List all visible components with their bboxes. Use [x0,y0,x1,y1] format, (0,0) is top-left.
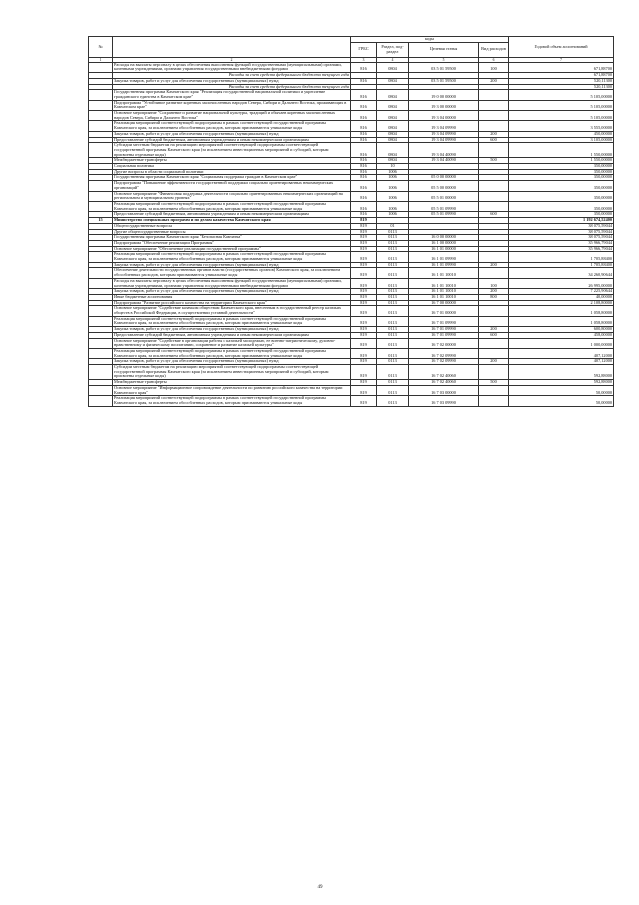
row-vr [479,306,509,316]
row-sum: 38 075,59044 [509,229,614,235]
row-razdel: 0113 [377,240,409,246]
table-row [89,278,614,288]
row-grbs: 819 [351,300,377,306]
table-row [89,121,614,131]
row-name: Закупка товаров, работ и услуг для обеспечения государственных (муниципальных) нужд [113,78,351,84]
row-cs: 16 7 01 09990 [409,332,479,338]
header-no: № [89,37,113,58]
row-sum: 50,00000 [509,396,614,406]
row-cs: 16 7 02 40060 [409,365,479,380]
row-razdel: 0804 [377,90,409,100]
row-sum: 407,12000 [509,359,614,365]
row-cs: 16 7 02 09990 [409,359,479,365]
row-vr: 200 [479,78,509,84]
row-sum: 1 705,88400 [509,252,614,262]
row-razdel: 0113 [377,385,409,395]
row-cs: 16 1 00 00000 [409,240,479,246]
row-name: Подпрограмма "Обеспечение реализации Программы" [113,240,351,246]
table-row [89,252,614,262]
row-grbs: 819 [351,294,377,300]
row-razdel: 0113 [377,365,409,380]
row-number [89,338,113,348]
row-name: Расходы за счет средств федерального бюджета текущего года [113,84,351,90]
row-razdel: 0804 [377,158,409,164]
row-vr [479,181,509,191]
row-sum: 3 105,00000 [509,137,614,143]
row-razdel: 0113 [377,316,409,326]
row-number [89,121,113,131]
row-grbs: 816 [351,175,377,181]
row-cs: 16 7 02 09990 [409,348,479,358]
row-razdel: 0113 [377,235,409,241]
row-vr [479,385,509,395]
row-vr [479,111,509,121]
row-razdel: 0113 [377,229,409,235]
row-grbs: 819 [351,327,377,333]
row-grbs: 819 [351,246,377,252]
row-vr [479,100,509,110]
row-sum: 350,00000 [509,191,614,201]
row-name: Межбюджетные трансферты [113,380,351,386]
row-cs: 16 7 02 40060 [409,380,479,386]
page-number: 49 [317,885,323,890]
row-grbs: 819 [351,218,377,224]
row-razdel: 0113 [377,338,409,348]
row-cs: 16 7 00 00000 [409,300,479,306]
row-vr: 100 [479,62,509,72]
row-cs: 16 7 02 00000 [409,338,479,348]
table-row [89,306,614,316]
row-grbs: 819 [351,306,377,316]
row-sum: 1 550,00000 [509,143,614,158]
row-cs: 05 5 01 09990 [409,212,479,218]
table-row [89,396,614,406]
row-name: Межбюджетные трансферты [113,158,351,164]
row-razdel: 1006 [377,191,409,201]
table-row [89,348,614,358]
row-number [89,143,113,158]
row-razdel: 0113 [377,278,409,288]
row-sum: 34 260,90644 [509,268,614,278]
row-sum: 35 966,79044 [509,246,614,252]
row-name: Реализация мероприятий соответствующей подпрограммы в рамках соответствующей государственной программы Камчатского края, за исключением обособленных расходов, которым присваиваются уникальные коды [113,252,351,262]
row-cs: 19 3 04 00000 [409,111,479,121]
row-cs: 19 0 00 00000 [409,90,479,100]
row-grbs: 816 [351,158,377,164]
row-razdel: 0113 [377,294,409,300]
row-vr: 200 [479,289,509,295]
row-cs: 16 1 01 10010 [409,268,479,278]
row-grbs: 819 [351,268,377,278]
row-razdel: 0113 [377,262,409,268]
row-sum: 592,88000 [509,380,614,386]
row-sum: 520,11300 [509,84,614,90]
row-vr: 500 [479,380,509,386]
row-razdel: 0113 [377,396,409,406]
row-name: Закупка товаров, работ и услуг для обеспечения государственных (муниципальных) нужд [113,327,351,333]
row-grbs: 816 [351,62,377,72]
row-name: Основное мероприятие "Содействие казачьим обществам Камчатского края, внесенным в государственный реестр казачьих обществ в Российской Федерации, в осуществлении уставной деятельности" [113,306,351,316]
row-number [89,252,113,262]
row-name: Расходы за счет средств федерального бюджета текущего года [113,73,351,79]
row-name: Реализация мероприятий соответствующей подпрограммы в рамках соответствующей государственной программы Камчатского края, за исключением обособленных расходов, которым присваиваются уникальные коды [113,396,351,406]
row-cs: 16 7 03 00000 [409,385,479,395]
row-name: Закупка товаров, работ и услуг для обеспечения государственных (муниципальных) нужд [113,131,351,137]
budget-table [88,36,614,407]
row-cs: 19 3 00 00000 [409,100,479,110]
row-razdel: 1006 [377,212,409,218]
row-sum: 5 105,00000 [509,100,614,110]
row-cs: 16 1 01 09990 [409,252,479,262]
header-col-6: 6 [479,57,509,62]
row-name: Государственная программа Камчатского края "Социальная поддержка граждан в Камчатском крае" [113,175,351,181]
table-row [89,181,614,191]
row-razdel: 0113 [377,332,409,338]
row-cs: 16 1 01 09990 [409,262,479,268]
row-sum: 350,00000 [509,175,614,181]
row-sum: 350,00000 [509,201,614,211]
table-row [89,201,614,211]
row-number [89,268,113,278]
row-number [89,191,113,201]
row-grbs: 819 [351,278,377,288]
table-row [89,111,614,121]
row-vr: 600 [479,212,509,218]
table-row [89,90,614,100]
row-grbs: 816 [351,100,377,110]
row-name: Основное мероприятие "Финансовая поддержка деятельности социально ориентированных некоммерческих организаций на региональном и муниципальном уровнях" [113,191,351,201]
row-cs: 19 3 04 40090 [409,143,479,158]
row-grbs: 819 [351,262,377,268]
row-number [89,316,113,326]
row-grbs: 819 [351,365,377,380]
row-sum: 1 058,80000 [509,306,614,316]
row-vr [479,396,509,406]
table-row [89,316,614,326]
row-name: Закупка товаров, работ и услуг для обеспечения государственных (муниципальных) нужд [113,359,351,365]
row-sum: 40,00000 [509,294,614,300]
row-name: Государственная программа Камчатского края "Реализация государственной национальной политики и укрепление гражданского единства в Камчатском крае" [113,90,351,100]
row-vr: 200 [479,327,509,333]
row-sum: 1 705,88400 [509,262,614,268]
row-name: Реализация мероприятий соответствующей подпрограммы в рамках соответствующей государственной программы Камчатского края, за исключением обособленных расходов, которым присваиваются уникальные коды [113,121,351,131]
row-cs: 16 1 01 10010 [409,289,479,295]
row-sum: 26 995,00000 [509,278,614,288]
table-row [89,62,614,72]
row-number [89,306,113,316]
row-sum: 671,88700 [509,62,614,72]
row-razdel: 0804 [377,111,409,121]
row-grbs: 819 [351,252,377,262]
row-number [89,365,113,380]
row-name: Закупка товаров, работ и услуг для обеспечения государственных (муниципальных) нужд [113,262,351,268]
row-grbs: 816 [351,201,377,211]
row-cs: 16 7 01 09990 [409,316,479,326]
row-razdel: 0804 [377,100,409,110]
row-name: Социальная политика [113,164,351,170]
table-row [89,365,614,380]
row-sum: 3 555,00000 [509,121,614,131]
row-name: Подпрограмма "Развитие российского казачества на территории Камчатского края" [113,300,351,306]
table-row [89,143,614,158]
row-cs: 16 1 01 10010 [409,278,479,288]
row-name: Другие общегосударственные вопросы [113,229,351,235]
row-number [89,100,113,110]
row-grbs: 816 [351,137,377,143]
row-grbs: 819 [351,338,377,348]
row-grbs: 816 [351,111,377,121]
row-cs: 19 3 04 09990 [409,121,479,131]
row-name: Основное мероприятие "Сохранение и развитие национальной культуры, традиций и обычаев коренных малочисленных народов Севера, Сибири и Дальнего Востока" [113,111,351,121]
row-sum: 592,88000 [509,365,614,380]
row-grbs: 816 [351,143,377,158]
row-razdel: 0804 [377,78,409,84]
row-razdel: 0804 [377,121,409,131]
row-vr [479,90,509,100]
row-vr: 200 [479,359,509,365]
row-name: Предоставление субсидий бюджетным, автономным учреждениям и иным некоммерческим организациям [113,137,351,143]
table-row [89,385,614,395]
header-codes: коды [351,37,509,43]
row-sum: 35 966,79044 [509,240,614,246]
row-number [89,62,113,72]
header-col-5: 5 [409,57,479,62]
row-vr [479,348,509,358]
row-cs: 16 7 03 09990 [409,396,479,406]
row-cs: 19 3 04 09990 [409,131,479,137]
header-sum: Годовой объем ассигнований [509,37,614,58]
row-grbs: 816 [351,191,377,201]
row-vr [479,268,509,278]
row-vr: 500 [479,158,509,164]
table-row [89,338,614,348]
row-sum: 1 550,00000 [509,158,614,164]
row-sum: 350,00000 [509,212,614,218]
header-name [113,37,351,58]
row-sum: 50,00000 [509,385,614,395]
row-grbs: 819 [351,385,377,395]
row-sum: 350,00000 [509,169,614,175]
row-cs: 05 5 00 00000 [409,181,479,191]
row-razdel: 0113 [377,359,409,365]
row-vr [479,143,509,158]
row-grbs: 816 [351,78,377,84]
row-vr [479,338,509,348]
row-razdel: 0804 [377,62,409,72]
row-grbs: 819 [351,240,377,246]
row-cs: 16 7 01 09990 [409,327,479,333]
table-row [89,268,614,278]
row-grbs: 816 [351,212,377,218]
row-vr [479,316,509,326]
row-grbs: 816 [351,90,377,100]
row-sum: 520,11300 [509,78,614,84]
row-vr [479,191,509,201]
row-razdel: 0804 [377,143,409,158]
row-name: Реализация мероприятий соответствующей подпрограммы в рамках соответствующей государственной программы Камчатского края, за исключением обособленных расходов, которым присваиваются уникальные коды [113,348,351,358]
header-cs: Целевая статья [409,42,479,57]
row-number [89,278,113,288]
row-number [89,90,113,100]
row-razdel: 01 [377,223,409,229]
row-name: Субсидии местным бюджетам на реализацию мероприятий соответствующей подпрограммы соответствующей государственной программы Камчатского края (за исключением инвестиционных мероприятий и субсидий, которым присвоены отдельные коды) [113,365,351,380]
row-razdel: 0113 [377,380,409,386]
row-grbs: 819 [351,332,377,338]
row-name: Основное мероприятие "Содействие в организации работы с казачьей молодежью, ее военно-патриотическому, духовно-нравственному и физическому воспитанию, сохранение и развитие казачьей культуры" [113,338,351,348]
row-name: Предоставление субсидий бюджетным, автономным учреждениям и иным некоммерческим организациям [113,332,351,338]
header-vr: Вид расходов [479,42,509,57]
row-vr [479,252,509,262]
row-number [89,385,113,395]
row-name: Основное мероприятие "Информационное сопровождение деятельности по развитию российского казачества на территории Камчатского края" [113,385,351,395]
row-number [89,181,113,191]
row-razdel: 1006 [377,175,409,181]
row-cs: 05 0 00 00000 [409,175,479,181]
row-razdel: 0113 [377,252,409,262]
row-vr [479,201,509,211]
row-razdel: 0113 [377,246,409,252]
row-number [89,201,113,211]
row-grbs: 819 [351,316,377,326]
row-grbs: 819 [351,359,377,365]
row-vr: 800 [479,294,509,300]
row-name: Закупка товаров, работ и услуг для обеспечения государственных (муниципальных) нужд [113,289,351,295]
row-razdel: 0113 [377,300,409,306]
row-sum: 38 075,59044 [509,223,614,229]
row-razdel: 1006 [377,169,409,175]
row-name: Реализация мероприятий соответствующей подпрограммы в рамках соответствующей государственной программы Камчатского края, за исключением обособленных расходов, которым присваиваются уникальные коды [113,201,351,211]
row-number [89,348,113,358]
row-sum: 2 108,80000 [509,300,614,306]
row-vr [479,365,509,380]
row-number [89,111,113,121]
row-cs: 03 5 01 59500 [409,62,479,72]
row-grbs: 819 [351,396,377,406]
row-razdel: 0113 [377,289,409,295]
row-grbs: 819 [351,380,377,386]
header-col-4: 4 [377,57,409,62]
row-vr: 200 [479,262,509,268]
row-grbs: 819 [351,229,377,235]
row-grbs: 819 [351,223,377,229]
row-sum: 1 000,00000 [509,338,614,348]
row-razdel: 10 [377,164,409,170]
row-name: Другие вопросы в области социальной политики [113,169,351,175]
row-name: Иные бюджетные ассигнования [113,294,351,300]
row-cs: 19 3 04 09990 [409,137,479,143]
header-col-7: 7 [509,57,614,62]
row-razdel: 0804 [377,137,409,143]
row-cs: 16 1 01 00000 [409,246,479,252]
header-col-3: 3 [351,57,377,62]
row-razdel: 0804 [377,131,409,137]
row-grbs: 816 [351,121,377,131]
row-vr: 600 [479,137,509,143]
row-sum: 458,00000 [509,332,614,338]
row-name: Подпрограмма "Повышение эффективности государственной поддержки социально ориентированных некоммерческих организаций" [113,181,351,191]
budget-table-body [89,37,614,407]
row-cs: 05 5 01 00000 [409,191,479,201]
row-sum: 1 192 674,52400 [509,218,614,224]
row-number: 15 [89,218,113,224]
row-name: Реализация мероприятий соответствующей подпрограммы в рамках соответствующей государственной программы Камчатского края, за исключением обособленных расходов, которым присваиваются уникальные коды [113,316,351,326]
row-grbs: 816 [351,131,377,137]
row-razdel: 0113 [377,306,409,316]
row-cs: 19 3 04 40090 [409,158,479,164]
row-cs: 03 5 01 59500 [409,78,479,84]
row-name: Субсидии местным бюджетам на реализацию мероприятий соответствующей подпрограммы соответствующей государственной программы Камчатского края (за исключением инвестиционных мероприятий и субсидий, которым присвоены отдельные коды) [113,143,351,158]
row-sum: 7 225,90644 [509,289,614,295]
row-name: Расходы на выплаты персоналу в целях обеспечения выполнения функций государственными (муниципальными) органами, казенными учреждениями, органами управления государственными внебюджетными фондами [113,62,351,72]
row-grbs: 816 [351,169,377,175]
row-name: Основное мероприятие "Обеспечение реализации государственной программы" [113,246,351,252]
row-sum: 1 058,80000 [509,316,614,326]
row-sum: 407,12000 [509,348,614,358]
row-sum: 350,00000 [509,181,614,191]
row-name: Предоставление субсидий бюджетным, автономным учреждениям и иным некоммерческим организациям [113,212,351,218]
row-name: Министерство специальных программ и по делам казачества Камчатского края [113,218,351,224]
row-cs: 16 1 01 10010 [409,294,479,300]
header-razdel: Раздел, под-раздел [377,42,409,57]
row-sum: 5 105,00000 [509,90,614,100]
row-razdel: 0113 [377,327,409,333]
row-sum: 671,88700 [509,73,614,79]
row-grbs: 819 [351,235,377,241]
row-name: Обеспечение деятельности государственных органов власти (государственных органов) Камчатского края, за исключением обособленных расходов, которым присваиваются уникальные коды [113,268,351,278]
row-sum: 450,00000 [509,131,614,137]
row-vr [479,121,509,131]
header-grbs: ГРБС [351,42,377,57]
row-name: Государственная программа Камчатского края "Безопасная Камчатка" [113,235,351,241]
row-razdel: 1006 [377,201,409,211]
row-grbs: 819 [351,348,377,358]
table-row [89,100,614,110]
row-sum: 5 105,00000 [509,111,614,121]
row-sum: 38 075,59044 [509,235,614,241]
row-name: Подпрограмма "Устойчивое развитие коренных малочисленных народов Севера, Сибири и Дальнего Востока, проживающих в Камчатском крае" [113,100,351,110]
row-name: Расходы на выплаты персоналу в целях обеспечения выполнения функций государственными (муниципальными) органами, казенными учреждениями, органами управления государственными внебюджетными фондами [113,278,351,288]
row-grbs: 819 [351,289,377,295]
row-number [89,396,113,406]
row-cs: 16 0 00 00000 [409,235,479,241]
header-col-1: 1 [89,57,113,62]
row-sum: 600,80000 [509,327,614,333]
row-cs: 05 5 01 09990 [409,201,479,211]
row-grbs: 816 [351,164,377,170]
row-vr: 100 [479,278,509,288]
row-grbs: 816 [351,181,377,191]
row-sum: 350,00000 [509,164,614,170]
row-razdel: 1006 [377,181,409,191]
row-razdel: 0113 [377,348,409,358]
row-razdel: 0113 [377,268,409,278]
row-name: Общегосударственные вопросы [113,223,351,229]
row-vr: 200 [479,131,509,137]
header-col-2: 2 [113,57,351,62]
row-vr: 600 [479,332,509,338]
table-row [89,191,614,201]
row-cs: 16 7 01 00000 [409,306,479,316]
